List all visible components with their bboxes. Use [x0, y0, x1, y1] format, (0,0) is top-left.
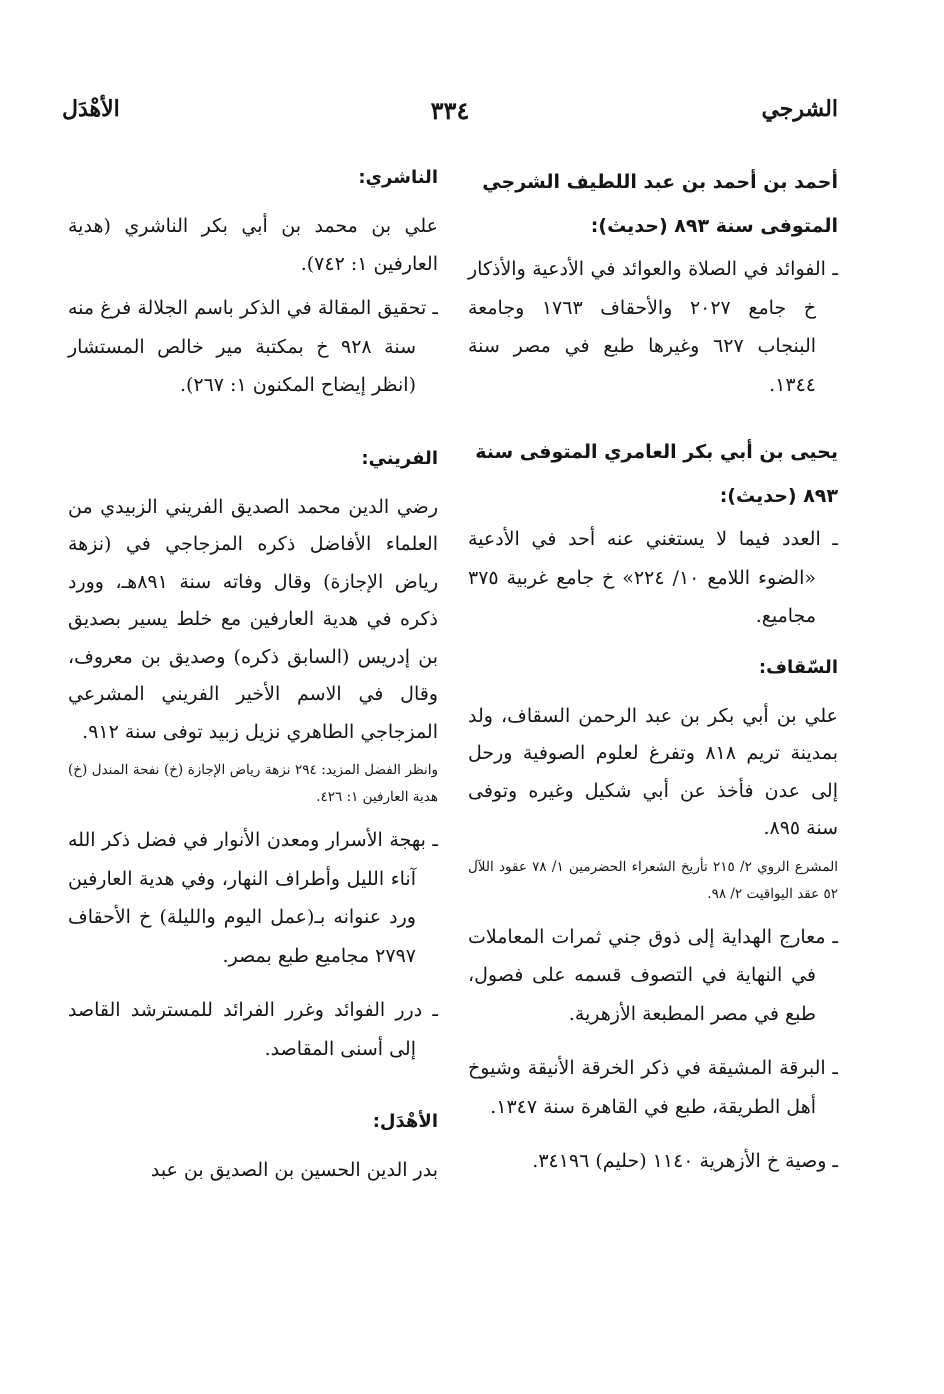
work-item-wasiyya: ـ وصية خ الأزهرية ١١٤٠ (حليم) ٣٤١٩٦. — [532, 1150, 838, 1172]
note-saqqaf: المشرع الروي ٢/ ٢١٥ تأريخ الشعراء الحضرمين ١/ ٧٨ عقود اللآل ٥٢ عقد اليواقيت ٢/ ٩٨. — [468, 858, 839, 902]
running-head-left: الأهْدَل — [62, 96, 120, 122]
entry-title-shariji-1: أحمد بن أحمد بن عبد اللطيف الشرجي — [482, 171, 838, 193]
work-item-adad: ـ العدد فيما لا يستغني عنه أحد في الأدعية «الضوء اللامع ١٠/ ٢٢٤» خ جامع غربية ٣٧٥ مجاميع. — [468, 528, 838, 627]
bio-nashiri: علي بن محمد بن أبي بكر الناشري (هدية العارفين ١: ٧٤٢). — [68, 215, 438, 275]
left-column — [68, 162, 438, 1196]
work-item-durar: ـ درر الفوائد وغرر الفرائد للمسترشد القاصد إلى أسنى المقاصد. — [68, 999, 438, 1060]
bio-ahdal: بدر الدين الحسين بن الصديق بن عبد — [150, 1159, 438, 1181]
page-header — [62, 96, 838, 136]
entry-title-shariji-2: المتوفى سنة ٨٩٣ (حديث): — [590, 215, 838, 237]
work-item-fawaid: ـ الفوائد في الصلاة والعوائد في الأدعية والأذكار خ جامع ٢٠٢٧ والأحقاف ١٧٦٣ وجامعة البنجاب ٦٢٧ وغيرها طبع في مصر سنة ١٣٤٤. — [468, 258, 838, 396]
bio-saqqaf: علي بن أبي بكر بن عبد الرحمن السقاف، ولد بمدينة تريم ٨١٨ وتفرغ لعلوم الصوفية ورحل إلى عدن فأخذ عن أبي شكيل وغيره وتوفى سنة ٨٩٥. — [468, 704, 838, 839]
running-head-right: الشرجي — [761, 96, 838, 122]
work-item-maarij: ـ معارج الهداية إلى ذوق جني ثمرات المعاملات في النهاية في التصوف قسمه على فصول، طبع في مصر المطبعة الأزهرية. — [468, 925, 838, 1025]
section-heading-ahdal: الأهْدَل: — [372, 1111, 438, 1132]
bio-furaini: رضي الدين محمد الصديق الفريني الزبيدي من العلماء الأفاضل ذكره المزجاجي في (نزهة رياض الإجازة) وقال وفاته سنة ٨٩١هـ، وورد ذكره في هدية العارفين مع خلط يسير بصديق بن إدريس (السابق ذكره) وصديق بن معروف، وقال في الاسم الأخير الفريني المشرعي المزجاجي الطاهري نزيل زبيد توفى سنة ٩١٢. — [68, 495, 438, 743]
work-item-bahjat: ـ بهجة الأسرار ومعدن الأنوار في فضل ذكر الله آناء الليل وأطراف النهار، وفي هدية العارفين ورد عنوانه بـ(عمل اليوم والليلة) خ الأحقاف ٢٧٩٧ مجاميع طبع بمصر. — [68, 829, 438, 967]
note-furaini: وانظر الفضل المزيد: ٢٩٤ نزهة رياض الإجازة (خ) نفحة المندل (خ) هدية العارفين ١: ٤٢٦. — [68, 762, 438, 805]
section-heading-saqqaf: السّقاف: — [758, 656, 838, 678]
right-column — [468, 162, 838, 1197]
entry-title-amiri-1: يحيى بن أبي بكر العامري المتوفى سنة — [475, 441, 838, 463]
entry-title-amiri-2: ٨٩٣ (حديث): — [719, 485, 838, 507]
work-item-barqa: ـ البرقة المشيقة في ذكر الخرقة الأنيقة وشيوخ أهل الطريقة، طبع في القاهرة سنة ١٣٤٧. — [468, 1057, 838, 1118]
section-heading-furaini: الفريني: — [361, 447, 438, 469]
section-heading-nashiri: الناشري: — [358, 167, 438, 188]
page-number: ٣٣٤ — [430, 96, 470, 125]
work-item-tahqiq: ـ تحقيق المقالة في الذكر باسم الجلالة فرغ منه سنة ٩٢٨ خ بمكتبة مير خالص المستشار (انظر إيضاح المكنون ١: ٢٦٧). — [68, 297, 438, 396]
